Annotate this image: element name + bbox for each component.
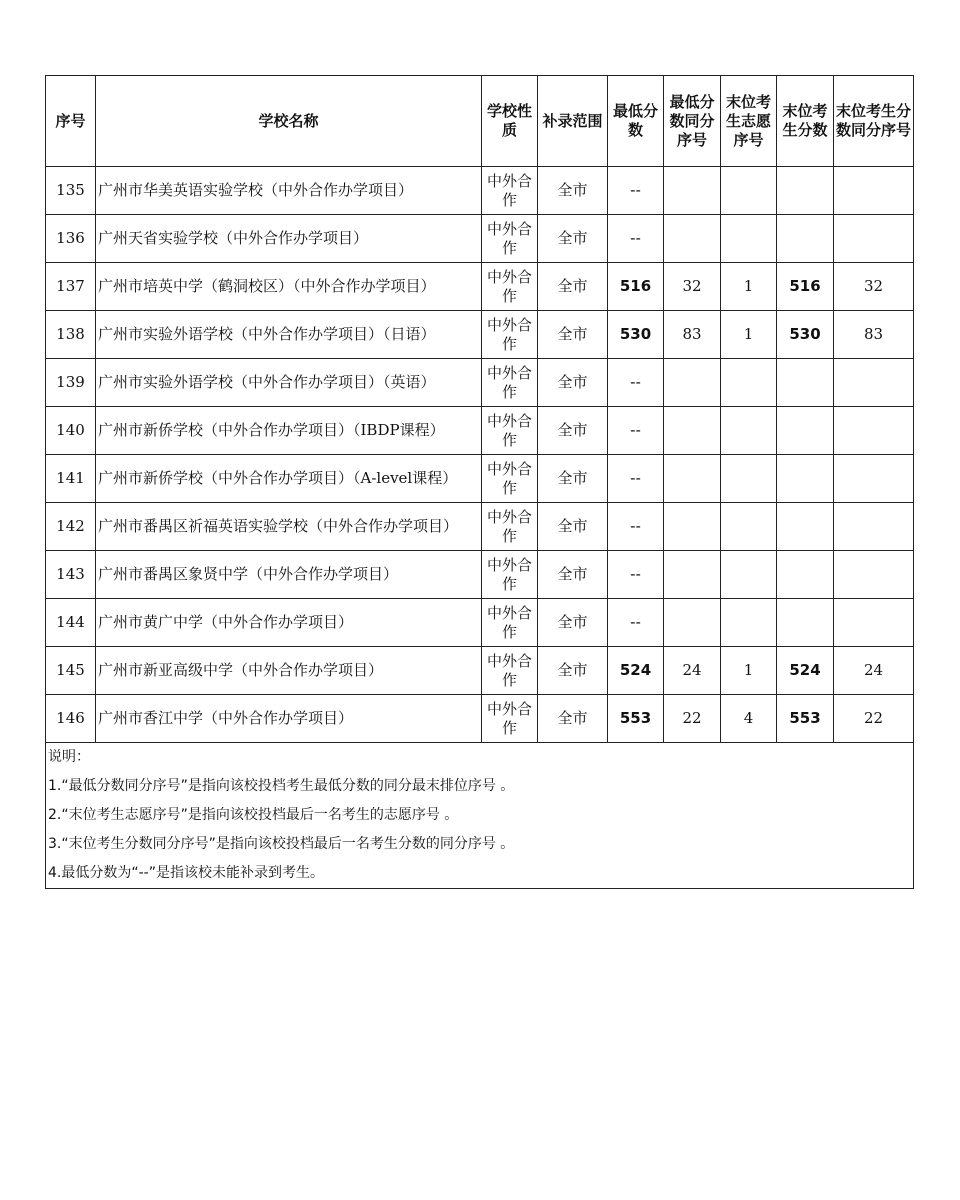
cell-school-name: 广州市新侨学校（中外合作办学项目）（A-level课程） xyxy=(96,455,482,503)
cell-last-preference xyxy=(721,215,777,263)
note-line: 1.“最低分数同分序号”是指向该校投档考生最低分数的同分最末排位序号 。 xyxy=(48,778,515,794)
cell-last-score-tie xyxy=(834,215,914,263)
cell-school-type: 中外合作 xyxy=(482,599,538,647)
cell-school-name: 广州市培英中学（鹤洞校区）（中外合作办学项目） xyxy=(96,263,482,311)
cell-last-score xyxy=(777,455,834,503)
cell-serial: 143 xyxy=(46,551,96,599)
cell-school-name: 广州市香江中学（中外合作办学项目） xyxy=(96,695,482,743)
cell-school-type: 中外合作 xyxy=(482,263,538,311)
cell-scope: 全市 xyxy=(538,311,608,359)
cell-last-preference xyxy=(721,599,777,647)
cell-min-score-tie xyxy=(664,551,721,599)
cell-serial: 137 xyxy=(46,263,96,311)
cell-min-score: -- xyxy=(608,215,664,263)
cell-school-type: 中外合作 xyxy=(482,695,538,743)
cell-school-name: 广州市实验外语学校（中外合作办学项目）（英语） xyxy=(96,359,482,407)
cell-scope: 全市 xyxy=(538,407,608,455)
cell-last-score xyxy=(777,407,834,455)
cell-last-preference: 1 xyxy=(721,647,777,695)
cell-serial: 138 xyxy=(46,311,96,359)
header-row xyxy=(46,76,914,167)
cell-last-score-tie: 24 xyxy=(834,647,914,695)
cell-serial: 142 xyxy=(46,503,96,551)
cell-last-preference xyxy=(721,407,777,455)
cell-last-score-tie xyxy=(834,167,914,215)
cell-last-preference xyxy=(721,551,777,599)
table-row xyxy=(46,407,914,455)
cell-serial: 140 xyxy=(46,407,96,455)
cell-school-type: 中外合作 xyxy=(482,359,538,407)
cell-last-score xyxy=(777,551,834,599)
cell-scope: 全市 xyxy=(538,455,608,503)
cell-last-score-tie: 83 xyxy=(834,311,914,359)
notes-cell xyxy=(46,743,914,889)
cell-min-score: 516 xyxy=(608,263,664,311)
cell-scope: 全市 xyxy=(538,551,608,599)
cell-min-score: -- xyxy=(608,359,664,407)
cell-scope: 全市 xyxy=(538,695,608,743)
note-line: 3.“末位考生分数同分序号”是指向该校投档最后一名考生分数的同分序号 。 xyxy=(48,836,515,852)
cell-school-name: 广州市华美英语实验学校（中外合作办学项目） xyxy=(96,167,482,215)
cell-last-score xyxy=(777,503,834,551)
cell-school-name: 广州市新侨学校（中外合作办学项目）（IBDP课程） xyxy=(96,407,482,455)
cell-school-type: 中外合作 xyxy=(482,215,538,263)
cell-min-score: -- xyxy=(608,455,664,503)
cell-serial: 135 xyxy=(46,167,96,215)
cell-scope: 全市 xyxy=(538,167,608,215)
cell-last-score: 524 xyxy=(777,647,834,695)
cell-min-score: 553 xyxy=(608,695,664,743)
cell-last-preference xyxy=(721,503,777,551)
cell-min-score-tie xyxy=(664,359,721,407)
table-row xyxy=(46,455,914,503)
cell-serial: 141 xyxy=(46,455,96,503)
cell-min-score-tie xyxy=(664,407,721,455)
cell-scope: 全市 xyxy=(538,215,608,263)
cell-last-preference xyxy=(721,359,777,407)
header-scope: 补录范围 xyxy=(538,76,608,167)
cell-last-score: 530 xyxy=(777,311,834,359)
cell-scope: 全市 xyxy=(538,599,608,647)
cell-min-score-tie xyxy=(664,599,721,647)
header-serial: 序号 xyxy=(46,76,96,167)
cell-last-score-tie xyxy=(834,359,914,407)
header-last-score-tie: 末位考生分数同分序号 xyxy=(834,76,914,167)
cell-min-score-tie: 24 xyxy=(664,647,721,695)
cell-last-preference: 1 xyxy=(721,311,777,359)
cell-school-name: 广州市番禺区祈福英语实验学校（中外合作办学项目） xyxy=(96,503,482,551)
cell-school-type: 中外合作 xyxy=(482,311,538,359)
cell-scope: 全市 xyxy=(538,647,608,695)
cell-last-preference: 4 xyxy=(721,695,777,743)
cell-last-score-tie xyxy=(834,407,914,455)
cell-last-score xyxy=(777,359,834,407)
table-row xyxy=(46,263,914,311)
cell-last-score-tie xyxy=(834,503,914,551)
cell-scope: 全市 xyxy=(538,503,608,551)
cell-last-score-tie: 22 xyxy=(834,695,914,743)
header-last-preference: 末位考生志愿序号 xyxy=(721,76,777,167)
table-row xyxy=(46,695,914,743)
cell-school-type: 中外合作 xyxy=(482,407,538,455)
table-row xyxy=(46,359,914,407)
cell-school-name: 广州市实验外语学校（中外合作办学项目）（日语） xyxy=(96,311,482,359)
cell-last-preference xyxy=(721,455,777,503)
cell-school-name: 广州市番禺区象贤中学（中外合作办学项目） xyxy=(96,551,482,599)
notes-row xyxy=(46,743,914,889)
cell-serial: 145 xyxy=(46,647,96,695)
cell-serial: 146 xyxy=(46,695,96,743)
cell-last-preference: 1 xyxy=(721,263,777,311)
table-row xyxy=(46,503,914,551)
cell-min-score: 524 xyxy=(608,647,664,695)
cell-min-score-tie xyxy=(664,167,721,215)
cell-min-score: -- xyxy=(608,599,664,647)
cell-school-type: 中外合作 xyxy=(482,647,538,695)
cell-min-score-tie xyxy=(664,503,721,551)
cell-last-score-tie: 32 xyxy=(834,263,914,311)
cell-min-score: -- xyxy=(608,503,664,551)
cell-min-score-tie: 32 xyxy=(664,263,721,311)
table-row xyxy=(46,599,914,647)
header-min-score: 最低分数 xyxy=(608,76,664,167)
header-min-score-tie: 最低分数同分序号 xyxy=(664,76,721,167)
cell-school-type: 中外合作 xyxy=(482,455,538,503)
cell-last-preference xyxy=(721,167,777,215)
cell-school-name: 广州市新亚高级中学（中外合作办学项目） xyxy=(96,647,482,695)
cell-min-score: -- xyxy=(608,551,664,599)
cell-last-score: 553 xyxy=(777,695,834,743)
cell-min-score: -- xyxy=(608,407,664,455)
cell-last-score xyxy=(777,599,834,647)
note-line: 4.最低分数为“--”是指该校未能补录到考生。 xyxy=(48,865,324,881)
note-line: 2.“末位考生志愿序号”是指向该校投档最后一名考生的志愿序号 。 xyxy=(48,807,459,823)
cell-min-score: 530 xyxy=(608,311,664,359)
cell-min-score-tie xyxy=(664,455,721,503)
cell-min-score: -- xyxy=(608,167,664,215)
cell-min-score-tie xyxy=(664,215,721,263)
cell-last-score xyxy=(777,167,834,215)
cell-school-type: 中外合作 xyxy=(482,167,538,215)
table-row xyxy=(46,215,914,263)
table-row xyxy=(46,647,914,695)
cell-school-name: 广州天省实验学校（中外合作办学项目） xyxy=(96,215,482,263)
cell-serial: 144 xyxy=(46,599,96,647)
cell-serial: 139 xyxy=(46,359,96,407)
header-school-type: 学校性质 xyxy=(482,76,538,167)
cell-school-name: 广州市黄广中学（中外合作办学项目） xyxy=(96,599,482,647)
table-row xyxy=(46,167,914,215)
cell-scope: 全市 xyxy=(538,359,608,407)
table-row xyxy=(46,311,914,359)
header-school-name: 学校名称 xyxy=(96,76,482,167)
table-row xyxy=(46,551,914,599)
cell-school-type: 中外合作 xyxy=(482,551,538,599)
admission-table xyxy=(45,75,914,889)
notes-heading: 说明： xyxy=(48,749,90,765)
cell-last-score-tie xyxy=(834,599,914,647)
cell-school-type: 中外合作 xyxy=(482,503,538,551)
header-last-score: 末位考生分数 xyxy=(777,76,834,167)
cell-last-score: 516 xyxy=(777,263,834,311)
cell-serial: 136 xyxy=(46,215,96,263)
cell-min-score-tie: 83 xyxy=(664,311,721,359)
cell-last-score-tie xyxy=(834,551,914,599)
cell-last-score xyxy=(777,215,834,263)
cell-scope: 全市 xyxy=(538,263,608,311)
cell-last-score-tie xyxy=(834,455,914,503)
cell-min-score-tie: 22 xyxy=(664,695,721,743)
